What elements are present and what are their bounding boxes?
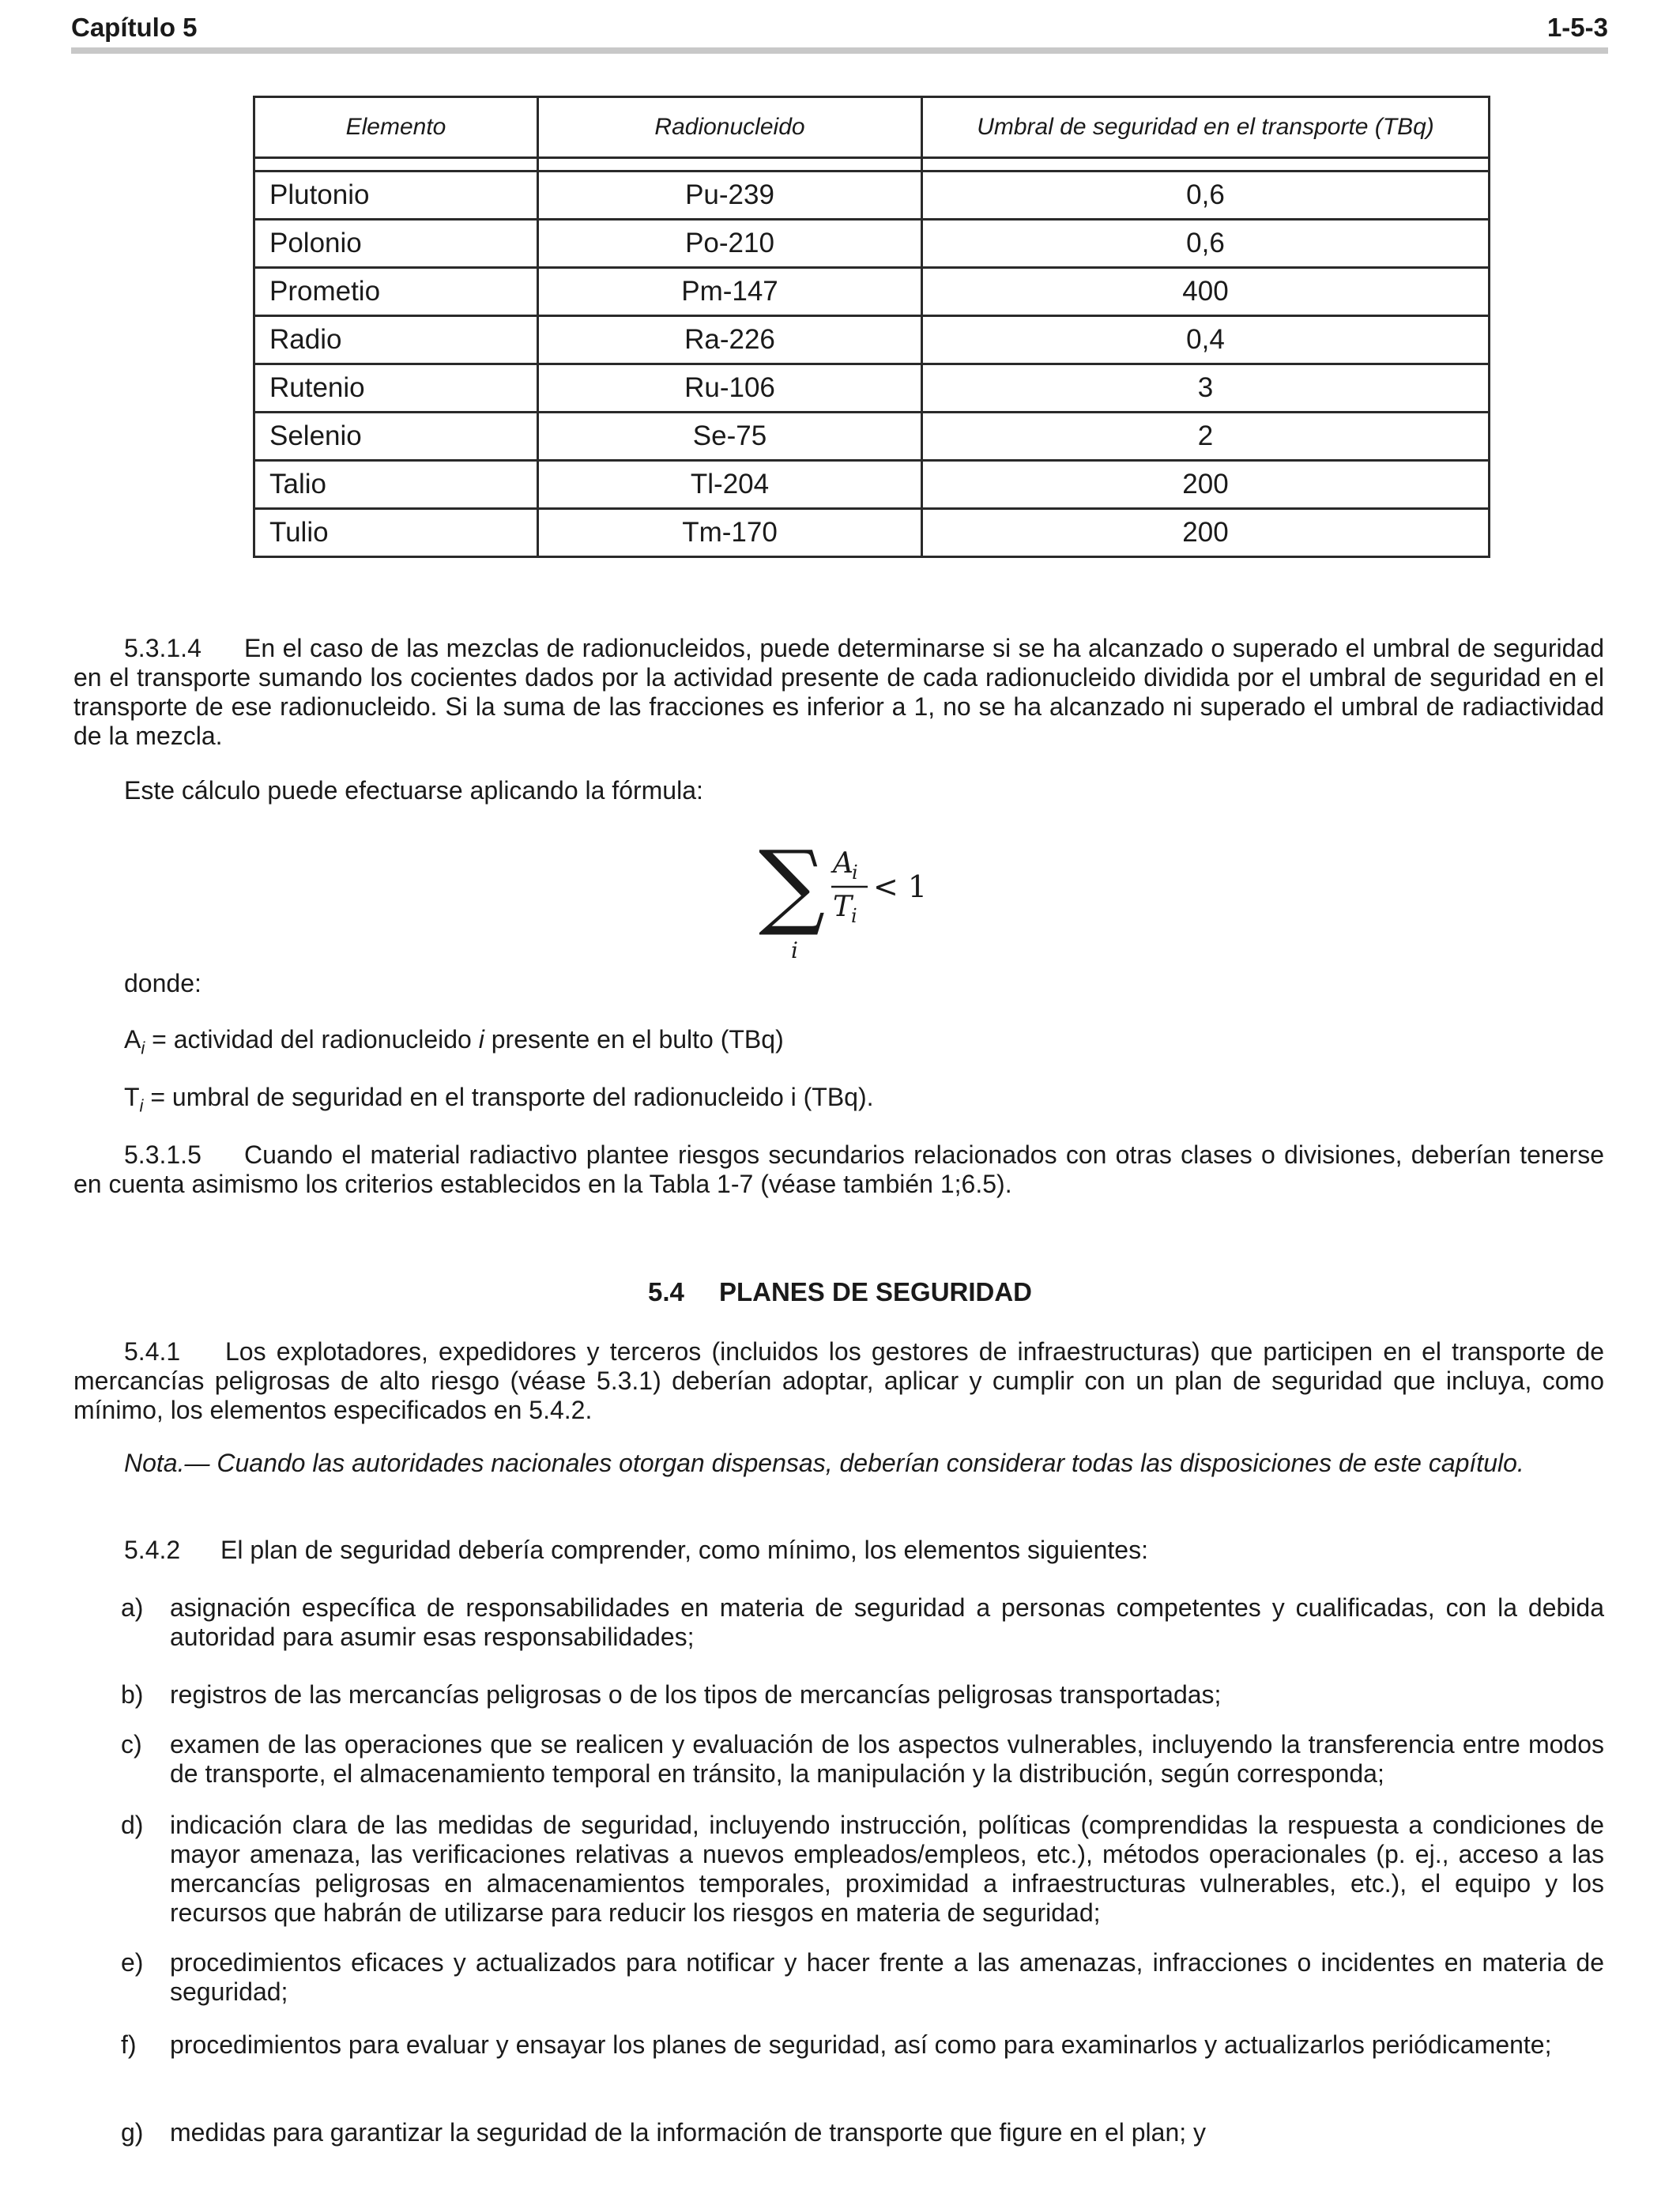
section-heading xyxy=(0,1277,1680,1307)
cell-threshold: 200 xyxy=(922,509,1490,557)
definition-a xyxy=(73,1025,1604,1062)
cell-element: Radio xyxy=(254,316,538,364)
denominator-var: T xyxy=(833,891,853,923)
paragraph-number: 5.3.1.4 xyxy=(124,634,202,662)
sigma-symbol: ∑ xyxy=(759,831,826,939)
cell-radionuclide: Pm-147 xyxy=(538,268,922,316)
list-label: c) xyxy=(121,1730,142,1759)
numerator-sub: i xyxy=(852,861,858,884)
note-text: Cuando las autoridades nacionales otorgan dispensas, deberían considerar todas las disposiciones de este capítulo. xyxy=(217,1449,1524,1477)
paragraph-number: 5.4.1 xyxy=(124,1337,181,1366)
donde-text: donde: xyxy=(124,969,202,997)
cell-threshold: 0,6 xyxy=(922,172,1490,220)
list-text: registros de las mercancías peligrosas o de los tipos de mercancías peligrosas transportadas; xyxy=(170,1680,1222,1709)
paragraph-number: 5.4.2 xyxy=(124,1536,181,1564)
note-label: Nota.— xyxy=(124,1449,210,1477)
paragraph-text: Los explotadores, expedidores y terceros (incluidos los gestores de infraestructuras) que participen en el transporte de mercancías peligrosas de alto riesgo (véase 5.3.1) deberían adoptar, aplicar y cumplir con un plan de seguridad que incluya, como mínimo, los elementos especificados en 5.4.2. xyxy=(73,1337,1604,1424)
paragraph-5-3-1-4 xyxy=(73,634,1604,751)
cell-radionuclide: Po-210 xyxy=(538,220,922,268)
paragraph-text: En el caso de las mezclas de radionucleidos, puede determinarse si se ha alcanzado o superado el umbral de seguridad en el transporte sumando los cocientes dados por la actividad presente de cada radionucleido dividida por el umbral de seguridad en el transporte de ese radionucleido. Si la suma de las fracciones es inferior a 1, no se ha alcanzado ni superado el umbral de radiactividad de la mezcla. xyxy=(73,634,1604,750)
list-item xyxy=(121,1593,1604,1652)
header-divider xyxy=(71,47,1608,54)
paragraph-5-4-1 xyxy=(73,1337,1604,1425)
cell-radionuclide: Ra-226 xyxy=(538,316,922,364)
list-label: e) xyxy=(121,1948,144,1977)
list-label: g) xyxy=(121,2118,144,2147)
page-number: 1-5-3 xyxy=(1546,13,1608,42)
list-text: indicación clara de las medidas de seguridad, incluyendo instrucción, políticas (comprendidas la respuesta a condiciones de mayor amenaza, las verificaciones relativas a nuevos empleados/empleos, etc.), métodos operacionales (p. ej., acceso a las mercancías peligrosas en almacenamientos temporales, proximidad a infraestructuras vulnerables, etc.), el equipo y los recursos que habrán de utilizarse para reducir los riesgos en materia de seguridad; xyxy=(170,1811,1604,1927)
section-title-text: PLANES DE SEGURIDAD xyxy=(718,1277,1033,1306)
list-item xyxy=(121,1811,1604,1928)
list-item xyxy=(121,2030,1604,2060)
chapter-label: Capítulo 5 xyxy=(71,13,198,42)
column-header-radionuclide: Radionucleido xyxy=(538,97,922,158)
paragraph-number: 5.3.1.5 xyxy=(124,1140,202,1169)
def-t-symbol: T xyxy=(124,1083,140,1111)
table-row xyxy=(254,364,1490,413)
paragraph-text: Cuando el material radiactivo plantee riesgos secundarios relacionados con otras clases o divisiones, deberían tenerse en cuenta asimismo los criterios establecidos en la Tabla 1-7 (véase también 1;6.5). xyxy=(73,1140,1604,1198)
definition-t xyxy=(73,1083,1604,1120)
note-paragraph xyxy=(73,1449,1604,1478)
list-label: a) xyxy=(121,1593,144,1622)
table-row xyxy=(254,509,1490,557)
cell-element: Talio xyxy=(254,461,538,509)
list-text: medidas para garantizar la seguridad de la información de transporte que figure en el plan; y xyxy=(170,2118,1207,2147)
list-text: procedimientos para evaluar y ensayar los planes de seguridad, así como para examinarlos y actualizarlos periódicamente; xyxy=(170,2030,1552,2059)
table-row xyxy=(254,268,1490,316)
list-text: procedimientos eficaces y actualizados para notificar y hacer frente a las amenazas, infracciones o incidentes en materia de seguridad; xyxy=(170,1948,1604,2006)
cell-element: Plutonio xyxy=(254,172,538,220)
list-item xyxy=(121,1680,1604,1710)
cell-element: Selenio xyxy=(254,413,538,461)
def-a-pre: = actividad del radionucleido xyxy=(145,1025,479,1054)
def-a-sub: i xyxy=(141,1038,145,1058)
formula-intro-text: Este cálculo puede efectuarse aplicando la fórmula: xyxy=(124,776,703,805)
list-label: d) xyxy=(121,1811,144,1839)
table-spacer-row xyxy=(254,158,1490,172)
cell-radionuclide: Pu-239 xyxy=(538,172,922,220)
cell-radionuclide: Tl-204 xyxy=(538,461,922,509)
list-item xyxy=(121,2118,1604,2147)
def-t-text: = umbral de seguridad en el transporte del radionucleido i (TBq). xyxy=(143,1083,874,1111)
cell-radionuclide: Ru-106 xyxy=(538,364,922,413)
list-text: asignación específica de responsabilidades en materia de seguridad a personas competentes y cualificadas, con la debida autoridad para asumir esas responsabilidades; xyxy=(170,1593,1604,1651)
cell-threshold: 0,4 xyxy=(922,316,1490,364)
column-header-element: Elemento xyxy=(254,97,538,158)
column-header-threshold: Umbral de seguridad en el transporte (TBq) xyxy=(922,97,1490,158)
cell-threshold: 200 xyxy=(922,461,1490,509)
list-item xyxy=(121,1948,1604,2007)
denominator-sub: i xyxy=(851,905,857,927)
def-a-symbol: A xyxy=(124,1025,141,1054)
list-text: examen de las operaciones que se realicen y evaluación de los aspectos vulnerables, incluyendo la transferencia entre modos de transporte, el almacenamiento temporal en tránsito, la manipulación y la distribución, según corresponda; xyxy=(170,1730,1604,1788)
list-label: f) xyxy=(121,2030,137,2059)
cell-threshold: 3 xyxy=(922,364,1490,413)
cell-radionuclide: Se-75 xyxy=(538,413,922,461)
table-row xyxy=(254,316,1490,364)
formula-intro xyxy=(73,776,1604,805)
cell-element: Prometio xyxy=(254,268,538,316)
cell-element: Rutenio xyxy=(254,364,538,413)
cell-radionuclide: Tm-170 xyxy=(538,509,922,557)
sum-index: i xyxy=(791,937,798,963)
formula-relation: < 1 xyxy=(873,869,928,904)
paragraph-text: El plan de seguridad debería comprender, como mínimo, los elementos siguientes: xyxy=(220,1536,1148,1564)
paragraph-5-4-2 xyxy=(73,1536,1604,1565)
threshold-table xyxy=(253,96,1490,558)
sum-formula xyxy=(759,831,940,966)
cell-threshold: 400 xyxy=(922,268,1490,316)
table-row xyxy=(254,172,1490,220)
def-a-italic: i xyxy=(478,1025,484,1054)
def-a-post: presente en el bulto (TBq) xyxy=(484,1025,784,1054)
cell-element: Polonio xyxy=(254,220,538,268)
table-row xyxy=(254,461,1490,509)
table-row xyxy=(254,220,1490,268)
cell-threshold: 0,6 xyxy=(922,220,1490,268)
table-row xyxy=(254,413,1490,461)
cell-threshold: 2 xyxy=(922,413,1490,461)
numerator-var: A xyxy=(833,847,853,880)
donde-label xyxy=(73,969,1604,998)
list-item xyxy=(121,1730,1604,1789)
paragraph-5-3-1-5 xyxy=(73,1140,1604,1199)
cell-element: Tulio xyxy=(254,509,538,557)
section-number: 5.4 xyxy=(647,1277,684,1306)
page-header xyxy=(71,5,1608,51)
table-header-row xyxy=(254,97,1490,158)
def-t-sub: i xyxy=(139,1095,144,1116)
list-label: b) xyxy=(121,1680,144,1709)
